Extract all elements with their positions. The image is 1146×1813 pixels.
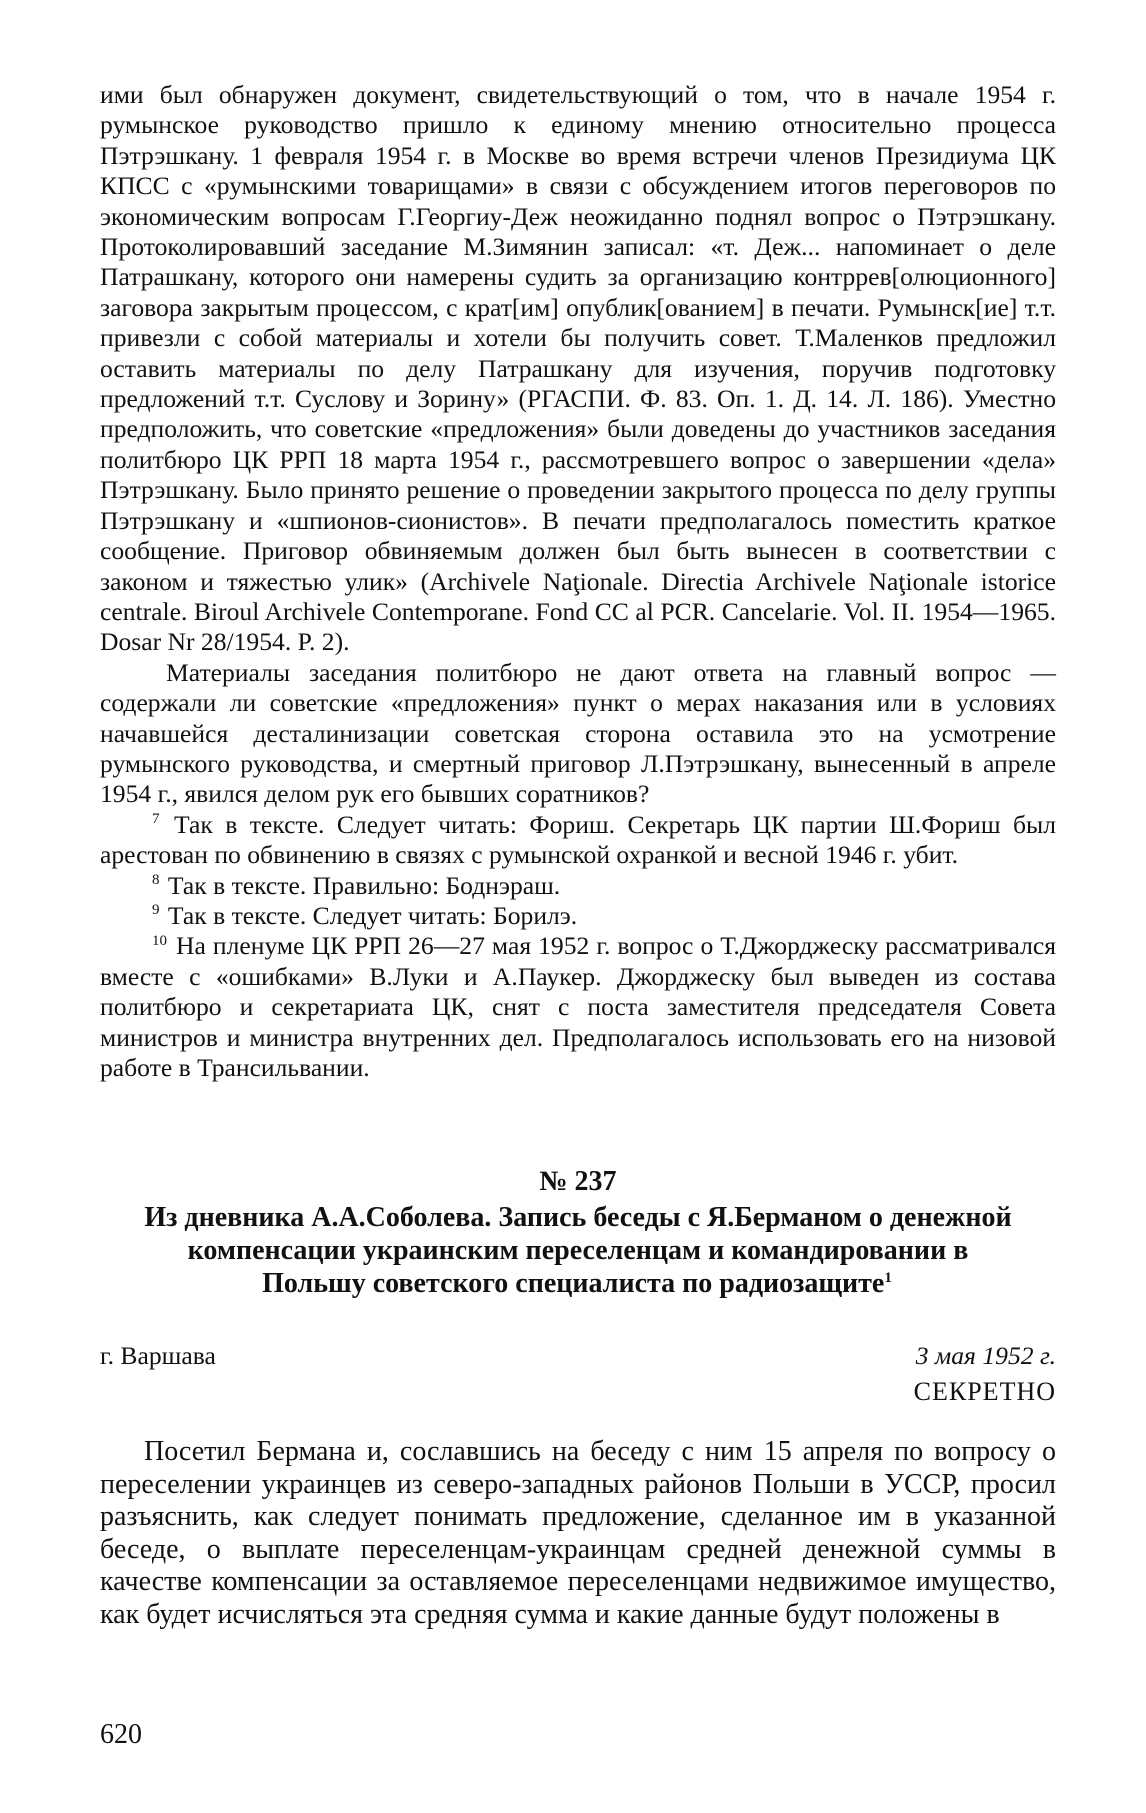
footnote-number: 8 <box>152 872 160 889</box>
footnote-text: Так в тексте. Следует читать: Фориш. Секретарь ЦК партии Ш.Фориш был арестован по обвинению в связях с румынской охранкой и весной 1946 г. убит. <box>100 809 1056 870</box>
continuation-paragraph: ими был обнаружен документ, свидетельствующий о том, что в начале 1954 г. румынское руководство пришло к единому мнению относительно процесса Пэтрэшкану. 1 февраля 1954 г. в Москве во время встречи членов Президиума ЦК КПСС с «румынскими товарищами» в связи с обсуждением итогов переговоров по экономическим вопросам Г.Георгиу-Деж неожиданно поднял вопрос о Пэтрэшкану. Протоколировавший заседание М.Зимянин записал: «т. Деж... напоминает о деле Патрашкану, которого они намерены судить за организацию контррев[олюционного] заговора закрытым процессом, с крат[им] опублик[ованием] в печати. Румынск[ие] т.т. привезли с собой материалы и хотели бы получить совет. Т.Маленков предложил оставить материалы по делу Патрашкану для изучения, поручив подготовку предложений т.т. Суслову и Зорину» (РГАСПИ. Ф. 83. Оп. 1. Д. 14. Л. 186). Уместно предположить, что советские «предложения» были доведены до участников заседания политбюро ЦК РРП 18 марта 1954 г., рассмотревшего вопрос о завершении «дела» Пэтрэшкану. Было принято решение о проведении закрытого процесса по делу группы Пэтрэшкану и «шпионов-сионистов». В печати предполагалось поместить краткое сообщение. Приговор обвиняемым должен был быть вынесен в соответствии с законом и тяжестью улик» (Archivele Naţionale. Directia Archivele Naţionale istorice centrale. Biroul Archivele Contemporane. Fond CC al PCR. Cancelarie. Vol. II. 1954—1965. Dosar Nr 28/1954. P. 2). <box>100 80 1056 657</box>
document-place: г. Варшава <box>100 1341 216 1371</box>
footnote-number: 10 <box>152 932 167 949</box>
footnote-text: На пленуме ЦК РРП 26—27 мая 1952 г. вопрос о Т.Джорджеску рассматривался вместе с «ошибками» В.Луки и А.Паукер. Джорджеску был выведен из состава политбюро и секретариата ЦК, снят с поста заместителя председателя Совета министров и министра внутренних дел. Предполагалось использовать его на низовой работе в Трансильвании. <box>100 931 1056 1082</box>
title-footnote-mark: 1 <box>884 1270 892 1287</box>
document-title-text: Из дневника А.А.Соболева. Запись беседы с Я.Берманом о денежной компенсации украинским переселенцам и командировании в Польшу советского специалиста по радиозащите <box>144 1202 1012 1300</box>
footnote-text: Так в тексте. Следует читать: Борилэ. <box>167 900 578 930</box>
footnote <box>100 810 1056 871</box>
document-body: Посетил Бермана и, сославшись на беседу с ним 15 апреля по вопросу о переселении украинцев из северо-западных районов Польши в УССР, просил разъяснить, как следует понимать предложение, сделанное им в указанной беседе, о выплате переселенцам-украинцам средней денежной суммы в качестве компенсации за оставляемое переселенцами недвижимое имущество, как будет исчисляться эта средняя сумма и какие данные будут положены в <box>100 1436 1056 1630</box>
continuation-paragraph-2: Материалы заседания политбюро не дают ответа на главный вопрос — содержали ли советские «предложения» пункт о мерах наказания или в условиях начавшейся десталинизации советская сторона оставила это на усмотрение румынского руководства, и смертный приговор Л.Пэтрэшкану, вынесенный в апреле 1954 г., явился делом рук его бывших соратников? <box>100 657 1056 809</box>
footnotes <box>100 810 1056 1084</box>
footnote <box>100 901 1056 931</box>
document-title <box>140 1201 1016 1300</box>
footnote <box>100 931 1056 1083</box>
document-number: № 237 <box>539 1166 617 1198</box>
page-number: 620 <box>100 1719 142 1750</box>
page-content <box>100 80 1056 1631</box>
footnote-text: Так в тексте. Правильно: Боднэраш. <box>167 870 561 900</box>
document-meta <box>100 1340 1056 1372</box>
document-date: 3 мая 1952 г. <box>915 1341 1056 1371</box>
footnote-number: 7 <box>152 811 160 828</box>
classification-stamp: СЕКРЕТНО <box>913 1377 1056 1407</box>
footnote <box>100 871 1056 901</box>
footnote-number: 9 <box>152 902 160 919</box>
